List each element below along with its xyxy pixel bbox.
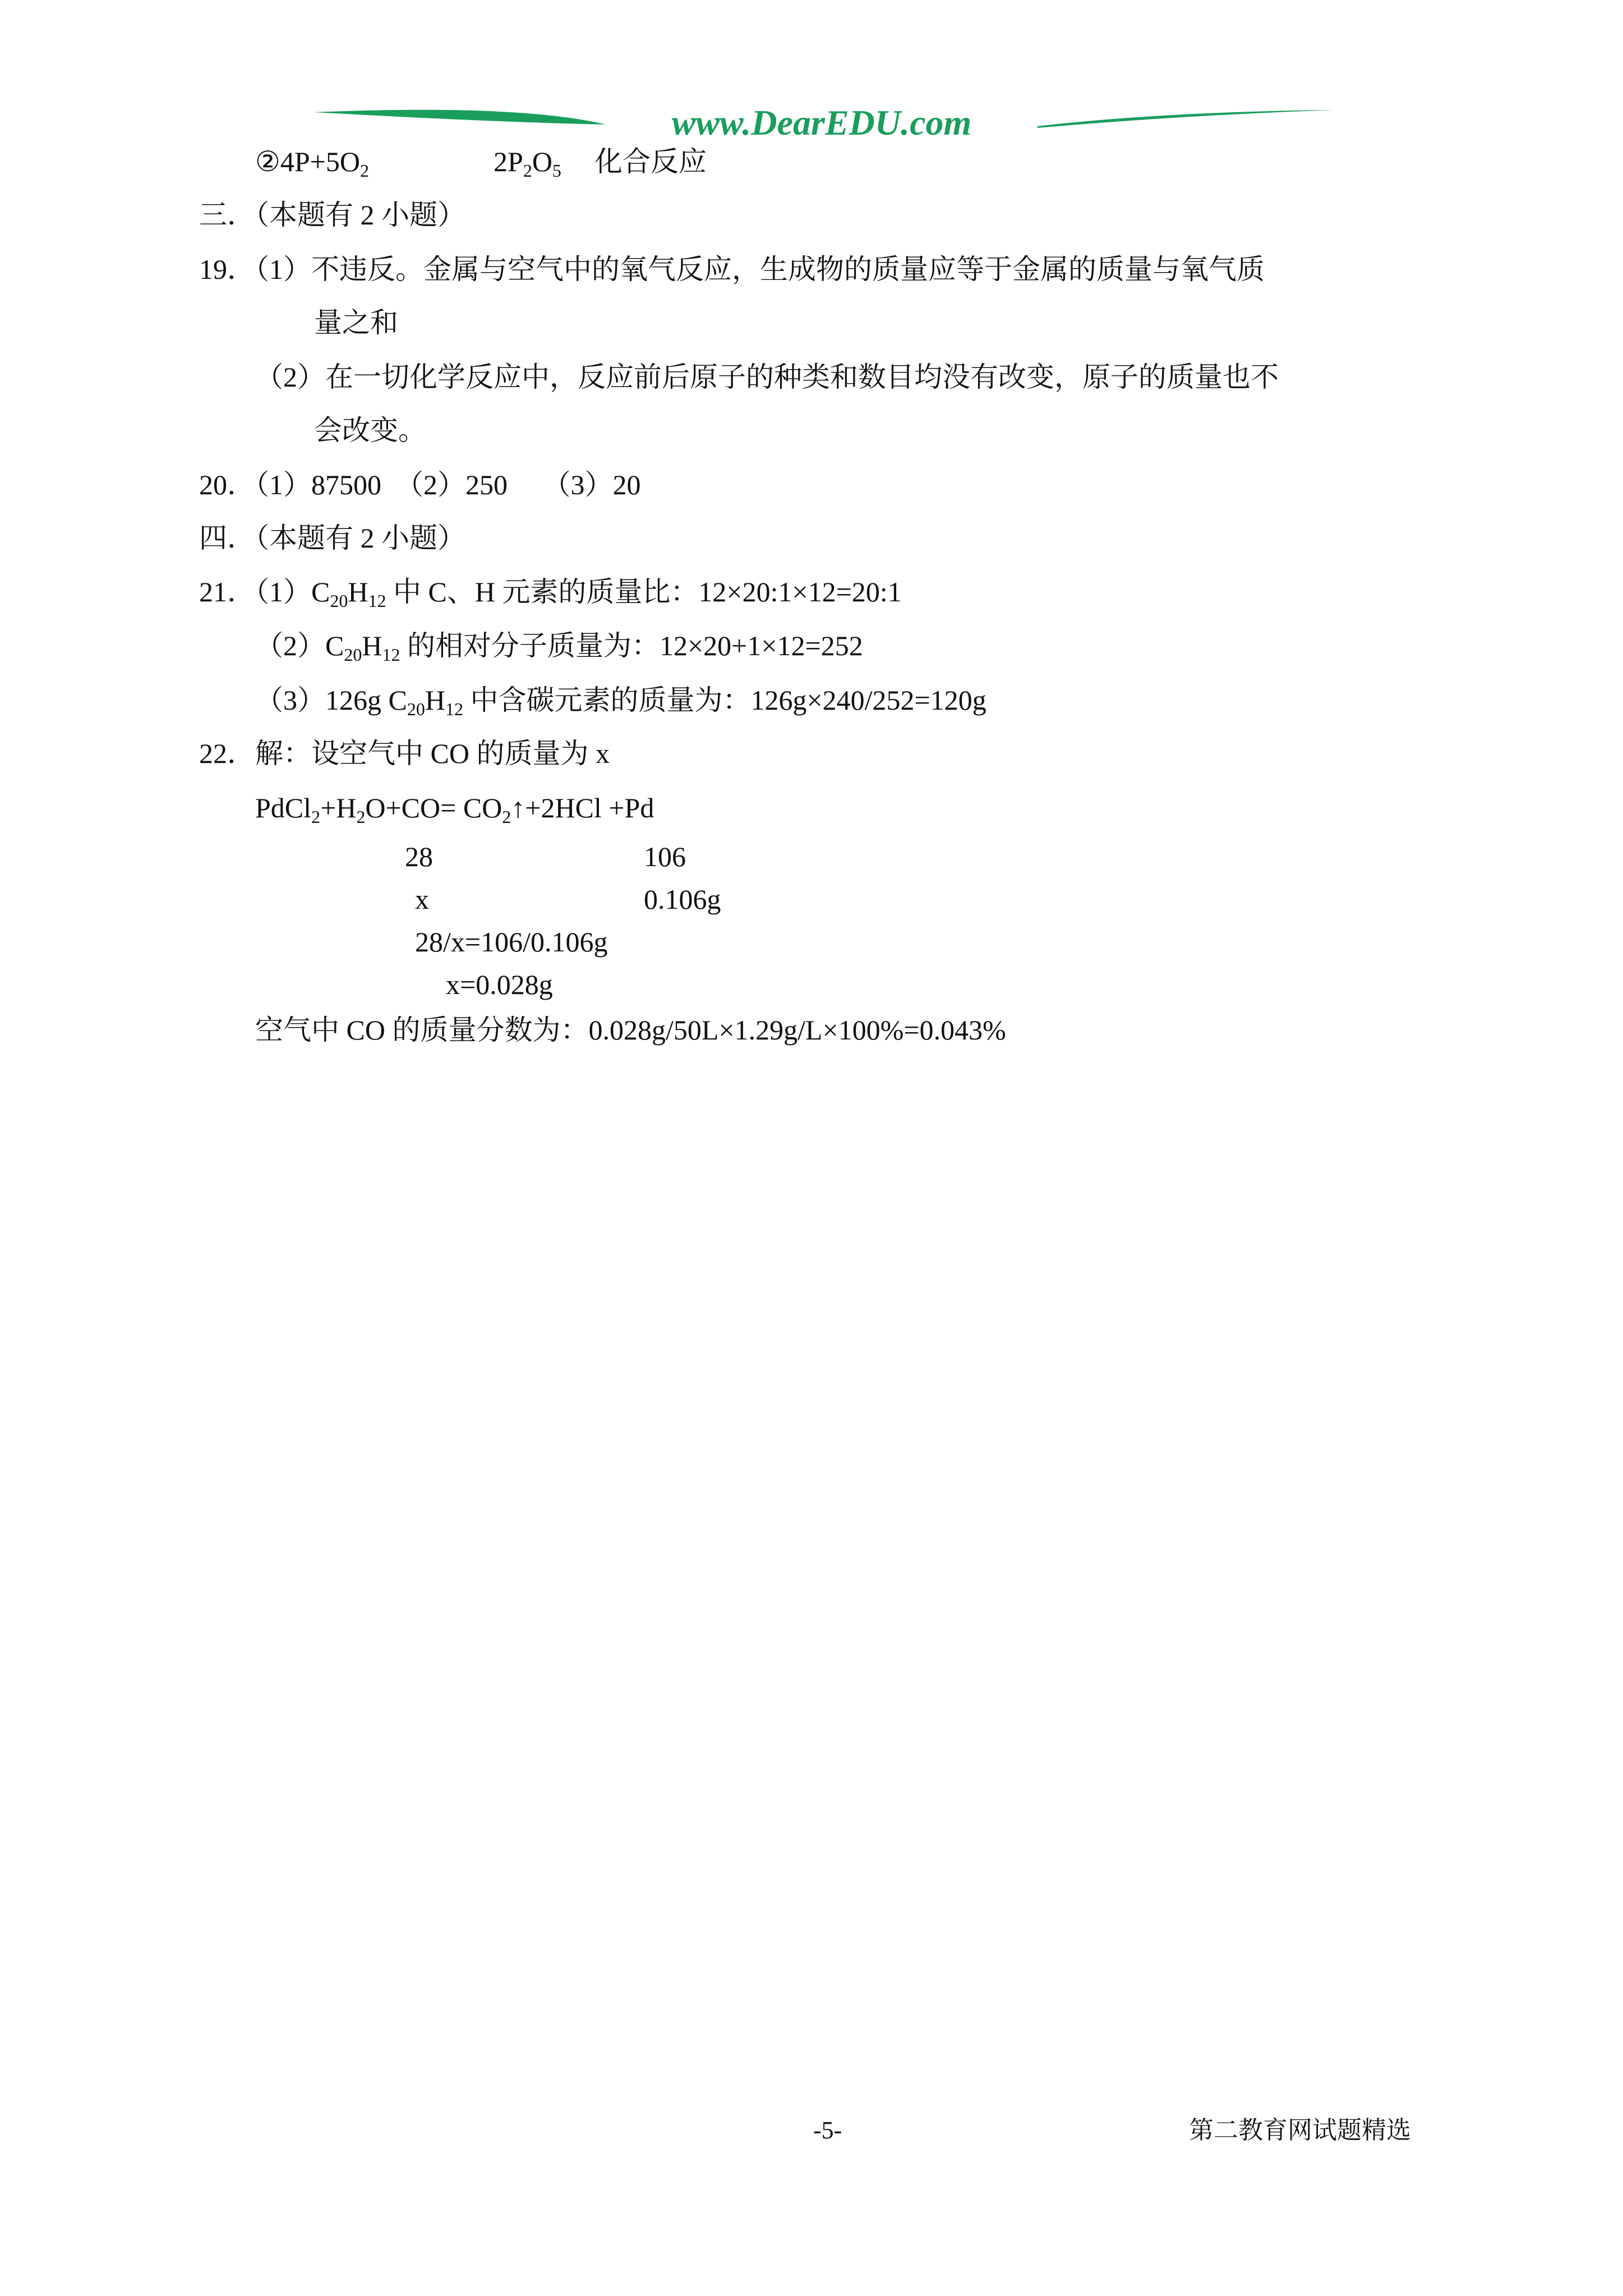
answer-19-part2-cont: 会改变。 xyxy=(314,415,426,446)
subscript: 2 xyxy=(311,807,321,827)
final-answer: 空气中 CO 的质量分数为：0.028g/50L×1.29g/L×100%=0.043% xyxy=(255,1014,1006,1046)
text: H xyxy=(348,576,368,608)
answer-19-part1-cont: 量之和 xyxy=(314,307,398,338)
answer-line-equation-p xyxy=(255,145,369,181)
text: 中 C、H 元素的质量比：12×20:1×12=20:1 xyxy=(386,576,902,608)
answer-21-part3 xyxy=(255,683,986,717)
text: （2）C xyxy=(255,630,344,661)
answer-21-part1 xyxy=(199,575,902,609)
footer-source: 第二教育网试题精选 xyxy=(1189,2116,1411,2144)
subscript: 2 xyxy=(523,160,532,181)
molar-mass-pd: 106 xyxy=(644,841,686,872)
header-banner xyxy=(314,95,1335,151)
molar-mass-co: 28 xyxy=(405,841,433,872)
page-number: -5- xyxy=(813,2116,842,2144)
answer-line-equation-product xyxy=(494,145,561,181)
text: +H xyxy=(320,792,357,823)
answer-21-part2 xyxy=(255,629,863,665)
subscript: 20 xyxy=(344,645,362,665)
solution-x: x=0.028g xyxy=(446,969,553,1000)
text: H xyxy=(425,684,445,716)
answer-20: 20．（1）87500 （2）250 （3）20 xyxy=(199,469,641,500)
text: PdCl xyxy=(255,792,312,823)
equation-product-part: O xyxy=(532,146,552,177)
text: H xyxy=(362,630,382,661)
pd-mass: 0.106g xyxy=(644,884,721,915)
subscript: 2 xyxy=(359,160,369,181)
answer-19-part1: 19．（1）不违反。金属与空气中的氧气反应，生成物的质量应等于金属的质量与氧气质 xyxy=(199,254,1265,285)
subscript: 12 xyxy=(382,645,400,665)
subscript: 20 xyxy=(407,699,425,719)
subscript: 12 xyxy=(445,699,463,719)
answer-19-part2: （2）在一切化学反应中，反应前后原子的种类和数目均没有改变，原子的质量也不 xyxy=(255,361,1279,393)
reaction-type-label: 化合反应 xyxy=(594,146,707,177)
subscript: 2 xyxy=(356,807,366,827)
equation-product: 2P xyxy=(494,146,523,177)
text: ↑+2HCl +Pd xyxy=(511,792,654,823)
section-heading-4: 四．（本题有 2 小题） xyxy=(199,522,465,554)
site-watermark: www.DearEDU.com xyxy=(671,103,972,142)
text: （3）126g C xyxy=(255,684,407,716)
text: O+CO= CO xyxy=(365,792,502,823)
text: 的相对分子质量为：12×20+1×12=252 xyxy=(400,630,863,661)
banner-swoosh-graphic xyxy=(314,95,1335,151)
subscript: 5 xyxy=(552,160,561,181)
text: 21．（1）C xyxy=(199,576,330,608)
reaction-equation xyxy=(255,791,654,825)
subscript: 20 xyxy=(330,591,348,611)
proportion-equation: 28/x=106/0.106g xyxy=(415,926,608,958)
unknown-mass-x: x xyxy=(415,884,429,915)
answer-22-intro: 22．解：设空气中 CO 的质量为 x xyxy=(199,738,610,769)
section-heading-3: 三．（本题有 2 小题） xyxy=(199,199,465,231)
equation-reactants: ②4P+5O xyxy=(255,146,360,177)
subscript: 12 xyxy=(368,591,386,611)
text: 中含碳元素的质量为：126g×240/252=120g xyxy=(463,684,986,716)
subscript: 2 xyxy=(502,807,511,827)
